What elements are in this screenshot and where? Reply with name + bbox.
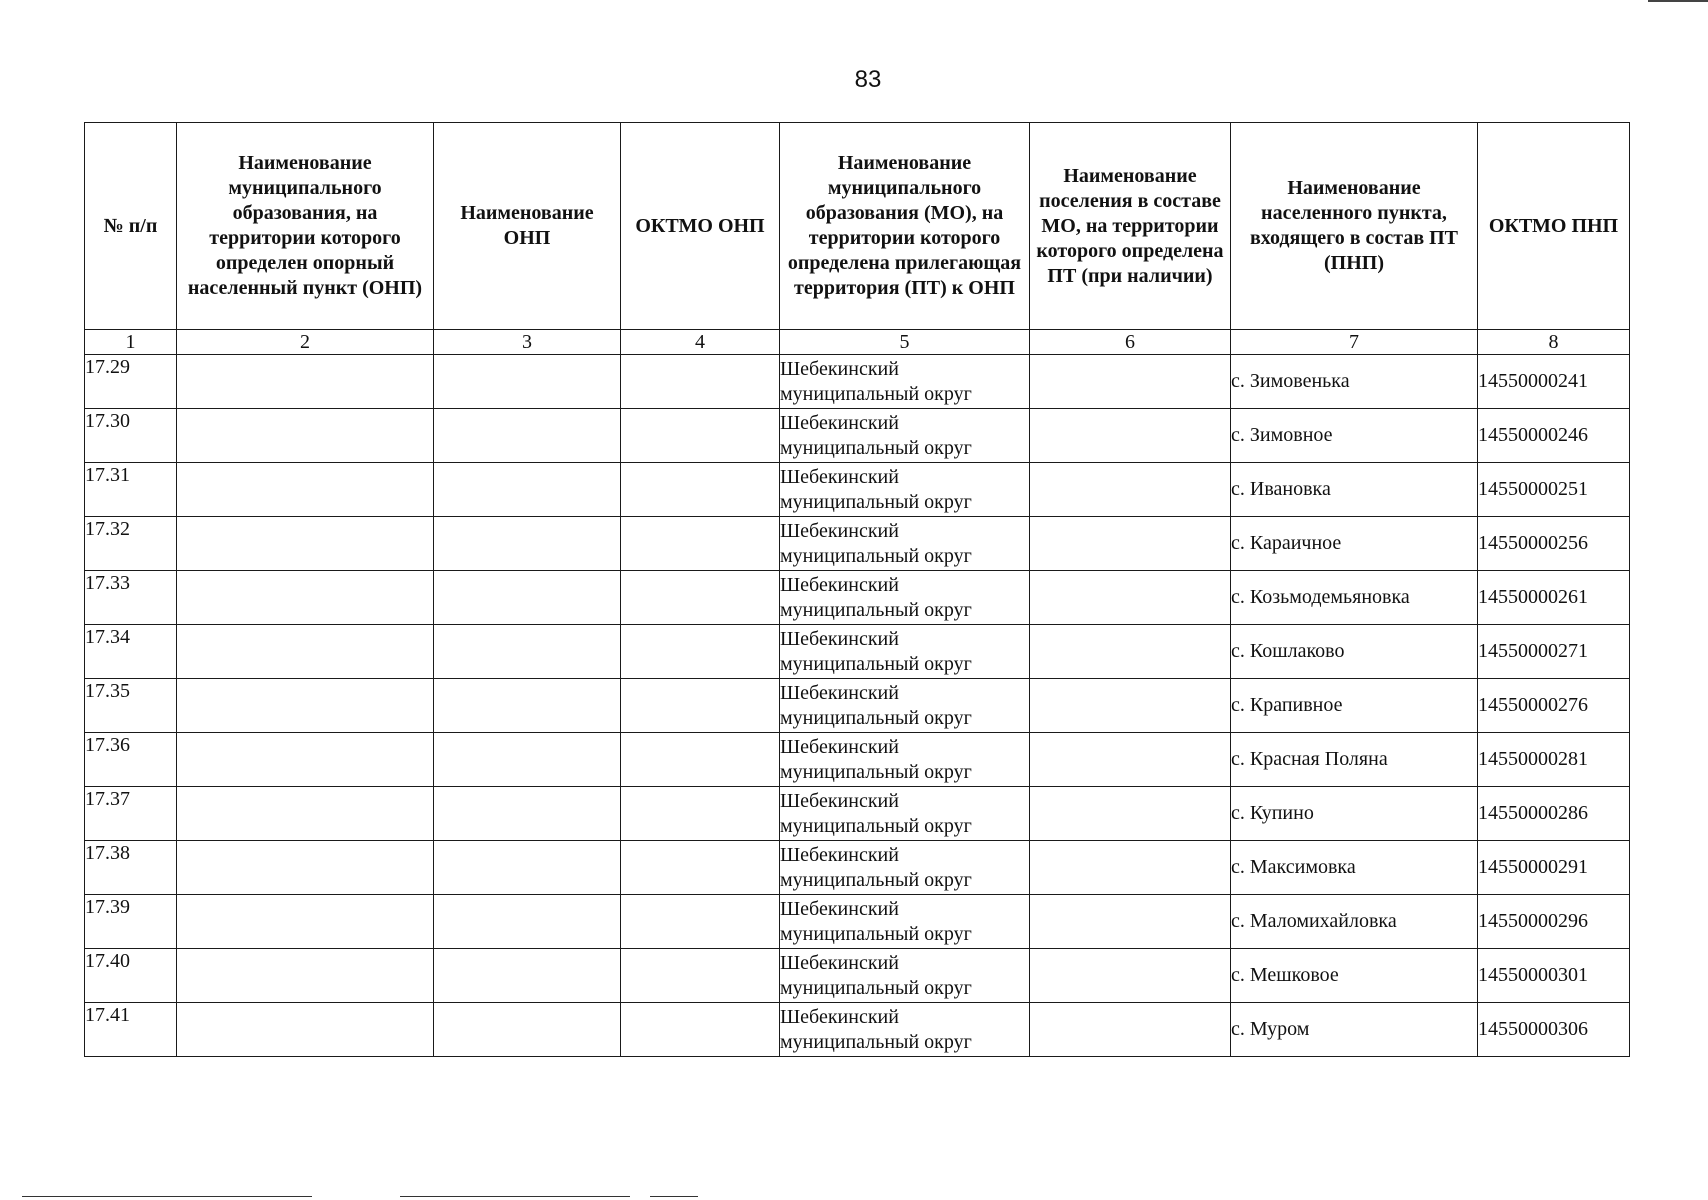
cell-pnp: с. Муром [1231,1003,1478,1057]
cell-num: 17.30 [85,409,177,463]
column-number: 1 [85,330,177,355]
column-number: 3 [434,330,621,355]
column-number: 2 [177,330,434,355]
cell-oktmo: 14550000246 [1478,409,1630,463]
cell-c4 [621,409,780,463]
header-cell: Наименование поселения в составе МО, на территории которого определена ПТ (при наличии) [1030,123,1231,330]
cell-c2 [177,463,434,517]
header-cell: № п/п [85,123,177,330]
cell-pnp: с. Крапивное [1231,679,1478,733]
cell-c3 [434,463,621,517]
cell-c2 [177,841,434,895]
cell-num: 17.34 [85,625,177,679]
cell-pnp: с. Козьмодемьяновка [1231,571,1478,625]
cell-pnp: с. Красная Поляна [1231,733,1478,787]
cell-num: 17.29 [85,355,177,409]
cell-c6 [1030,679,1231,733]
cell-c4 [621,841,780,895]
cell-c4 [621,625,780,679]
column-number: 6 [1030,330,1231,355]
table-row [85,625,1630,679]
cell-mo: Шебекинский муниципальный округ [780,625,1030,679]
cell-c6 [1030,895,1231,949]
cell-mo: Шебекинский муниципальный округ [780,895,1030,949]
cell-num: 17.39 [85,895,177,949]
cell-oktmo: 14550000291 [1478,841,1630,895]
cell-c3 [434,895,621,949]
header-row [85,123,1630,330]
cell-c2 [177,1003,434,1057]
cell-c2 [177,733,434,787]
cell-c6 [1030,571,1231,625]
cell-oktmo: 14550000296 [1478,895,1630,949]
table-body [85,355,1630,1057]
column-number: 7 [1231,330,1478,355]
cell-c3 [434,949,621,1003]
cell-c2 [177,517,434,571]
cell-c4 [621,679,780,733]
table-row [85,355,1630,409]
cell-c6 [1030,409,1231,463]
cell-pnp: с. Ивановка [1231,463,1478,517]
cell-num: 17.41 [85,1003,177,1057]
column-number: 4 [621,330,780,355]
cell-oktmo: 14550000261 [1478,571,1630,625]
cell-mo: Шебекинский муниципальный округ [780,463,1030,517]
cell-oktmo: 14550000256 [1478,517,1630,571]
cell-c4 [621,949,780,1003]
cell-mo: Шебекинский муниципальный округ [780,409,1030,463]
column-number: 5 [780,330,1030,355]
table-row [85,571,1630,625]
table-row [85,409,1630,463]
cell-mo: Шебекинский муниципальный округ [780,733,1030,787]
header-cell: ОКТМО ОНП [621,123,780,330]
cell-c6 [1030,949,1231,1003]
table-row [85,841,1630,895]
cell-oktmo: 14550000271 [1478,625,1630,679]
cell-c4 [621,787,780,841]
cell-num: 17.36 [85,733,177,787]
cell-oktmo: 14550000301 [1478,949,1630,1003]
cell-c6 [1030,841,1231,895]
cell-c4 [621,517,780,571]
cell-pnp: с. Зимовное [1231,409,1478,463]
cell-oktmo: 14550000306 [1478,1003,1630,1057]
cell-c6 [1030,355,1231,409]
scan-edge-mark [1648,0,1708,2]
cell-c3 [434,409,621,463]
cell-oktmo: 14550000251 [1478,463,1630,517]
cell-oktmo: 14550000281 [1478,733,1630,787]
registry-table [84,122,1630,1057]
cell-c2 [177,895,434,949]
cell-num: 17.40 [85,949,177,1003]
table-row [85,463,1630,517]
cell-num: 17.38 [85,841,177,895]
cell-mo: Шебекинский муниципальный округ [780,787,1030,841]
header-cell: Наименование муниципального образования (МО), на территории которого определена прилегающая территория (ПТ) к ОНП [780,123,1030,330]
cell-mo: Шебекинский муниципальный округ [780,517,1030,571]
cell-pnp: с. Купино [1231,787,1478,841]
table-row [85,1003,1630,1057]
cell-c2 [177,355,434,409]
cell-num: 17.33 [85,571,177,625]
cell-num: 17.37 [85,787,177,841]
cell-c3 [434,1003,621,1057]
cell-pnp: с. Кошлаково [1231,625,1478,679]
table-row [85,787,1630,841]
cell-c6 [1030,1003,1231,1057]
cell-c4 [621,571,780,625]
cell-c3 [434,787,621,841]
cell-c3 [434,517,621,571]
cell-pnp: с. Максимовка [1231,841,1478,895]
table-row [85,733,1630,787]
cell-pnp: с. Маломихайловка [1231,895,1478,949]
cell-c4 [621,895,780,949]
table-row [85,895,1630,949]
cell-c3 [434,679,621,733]
cell-c3 [434,625,621,679]
cell-mo: Шебекинский муниципальный округ [780,571,1030,625]
cell-num: 17.32 [85,517,177,571]
cell-pnp: с. Зимовенька [1231,355,1478,409]
table-row [85,517,1630,571]
cell-c4 [621,355,780,409]
cell-c6 [1030,733,1231,787]
cell-c4 [621,463,780,517]
cell-c6 [1030,787,1231,841]
column-number: 8 [1478,330,1630,355]
footer-rule [650,1196,698,1197]
cell-c2 [177,409,434,463]
cell-c3 [434,571,621,625]
cell-mo: Шебекинский муниципальный округ [780,679,1030,733]
cell-c4 [621,1003,780,1057]
cell-c6 [1030,625,1231,679]
cell-c2 [177,625,434,679]
cell-mo: Шебекинский муниципальный округ [780,1003,1030,1057]
cell-oktmo: 14550000241 [1478,355,1630,409]
cell-c3 [434,733,621,787]
cell-oktmo: 14550000286 [1478,787,1630,841]
cell-c2 [177,571,434,625]
header-cell: Наименование ОНП [434,123,621,330]
page-number: 83 [854,66,882,93]
cell-c6 [1030,463,1231,517]
table-row [85,949,1630,1003]
cell-mo: Шебекинский муниципальный округ [780,841,1030,895]
cell-num: 17.35 [85,679,177,733]
cell-pnp: с. Мешковое [1231,949,1478,1003]
cell-num: 17.31 [85,463,177,517]
cell-c2 [177,949,434,1003]
table-row [85,679,1630,733]
cell-c6 [1030,517,1231,571]
footer-rule [400,1196,630,1197]
cell-c2 [177,679,434,733]
cell-c3 [434,355,621,409]
cell-pnp: с. Караичное [1231,517,1478,571]
cell-mo: Шебекинский муниципальный округ [780,355,1030,409]
header-cell: ОКТМО ПНП [1478,123,1630,330]
column-number-row [85,330,1630,355]
cell-oktmo: 14550000276 [1478,679,1630,733]
header-cell: Наименование населенного пункта, входящего в состав ПТ (ПНП) [1231,123,1478,330]
cell-c2 [177,787,434,841]
header-cell: Наименование муниципального образования, на территории которого определен опорный населенный пункт (ОНП) [177,123,434,330]
footer-rule [22,1196,312,1197]
cell-c3 [434,841,621,895]
cell-mo: Шебекинский муниципальный округ [780,949,1030,1003]
cell-c4 [621,733,780,787]
